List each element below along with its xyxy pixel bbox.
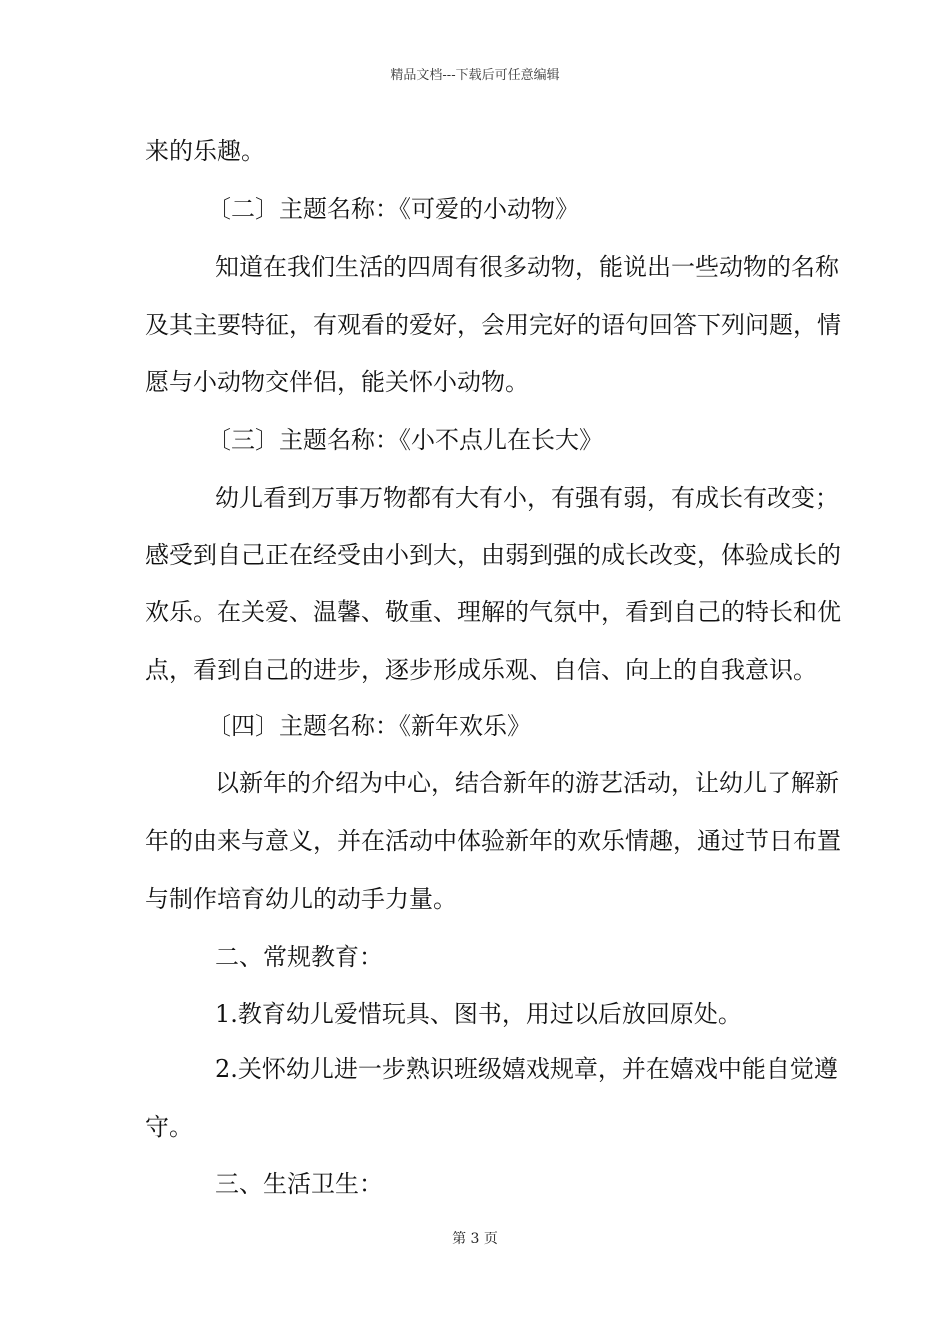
section-heading: 〔四〕主题名称：《新年欢乐》 (207, 712, 531, 740)
section-heading: 二、常规教育： (215, 943, 383, 971)
page-footer: 第 3 页 (452, 1231, 498, 1247)
section-heading: 〔三〕主题名称：《小不点儿在长大》 (207, 426, 603, 454)
body-line: 守。 (145, 1113, 193, 1141)
body-line: 及其主要特征，有观看的爱好，会用完好的语句回答下列问题，情 (145, 311, 841, 339)
body-line: 幼儿看到万事万物都有大有小，有强有弱，有成长有改变； (215, 484, 839, 512)
section-heading: 三、生活卫生： (215, 1170, 383, 1198)
body-line: 点，看到自己的进步，逐步形成乐观、自信、向上的自我意识。 (145, 656, 817, 684)
body-line: 以新年的介绍为中心，结合新年的游艺活动，让幼儿了解新 (215, 769, 839, 797)
list-item: 2.关怀幼儿进一步熟识班级嬉戏规章，并在嬉戏中能自觉遵 (215, 1055, 838, 1083)
page-header: 精品文档---下载后可任意编辑 (390, 68, 560, 83)
section-heading: 〔二〕主题名称：《可爱的小动物》 (207, 195, 579, 223)
body-line: 知道在我们生活的四周有很多动物，能说出一些动物的名称 (215, 253, 839, 281)
body-line: 愿与小动物交伴侣，能关怀小动物。 (145, 368, 529, 396)
body-line: 感受到自己正在经受由小到大，由弱到强的成长改变，体验成长的 (145, 541, 841, 569)
list-item: 1.教育幼儿爱惜玩具、图书，用过以后放回原处。 (215, 1000, 742, 1028)
body-line: 与制作培育幼儿的动手力量。 (145, 885, 457, 913)
body-line: 年的由来与意义，并在活动中体验新年的欢乐情趣，通过节日布置 (145, 827, 841, 855)
body-line: 来的乐趣。 (145, 137, 265, 165)
body-line: 欢乐。在关爱、温馨、敬重、理解的气氛中，看到自己的特长和优 (145, 598, 841, 626)
